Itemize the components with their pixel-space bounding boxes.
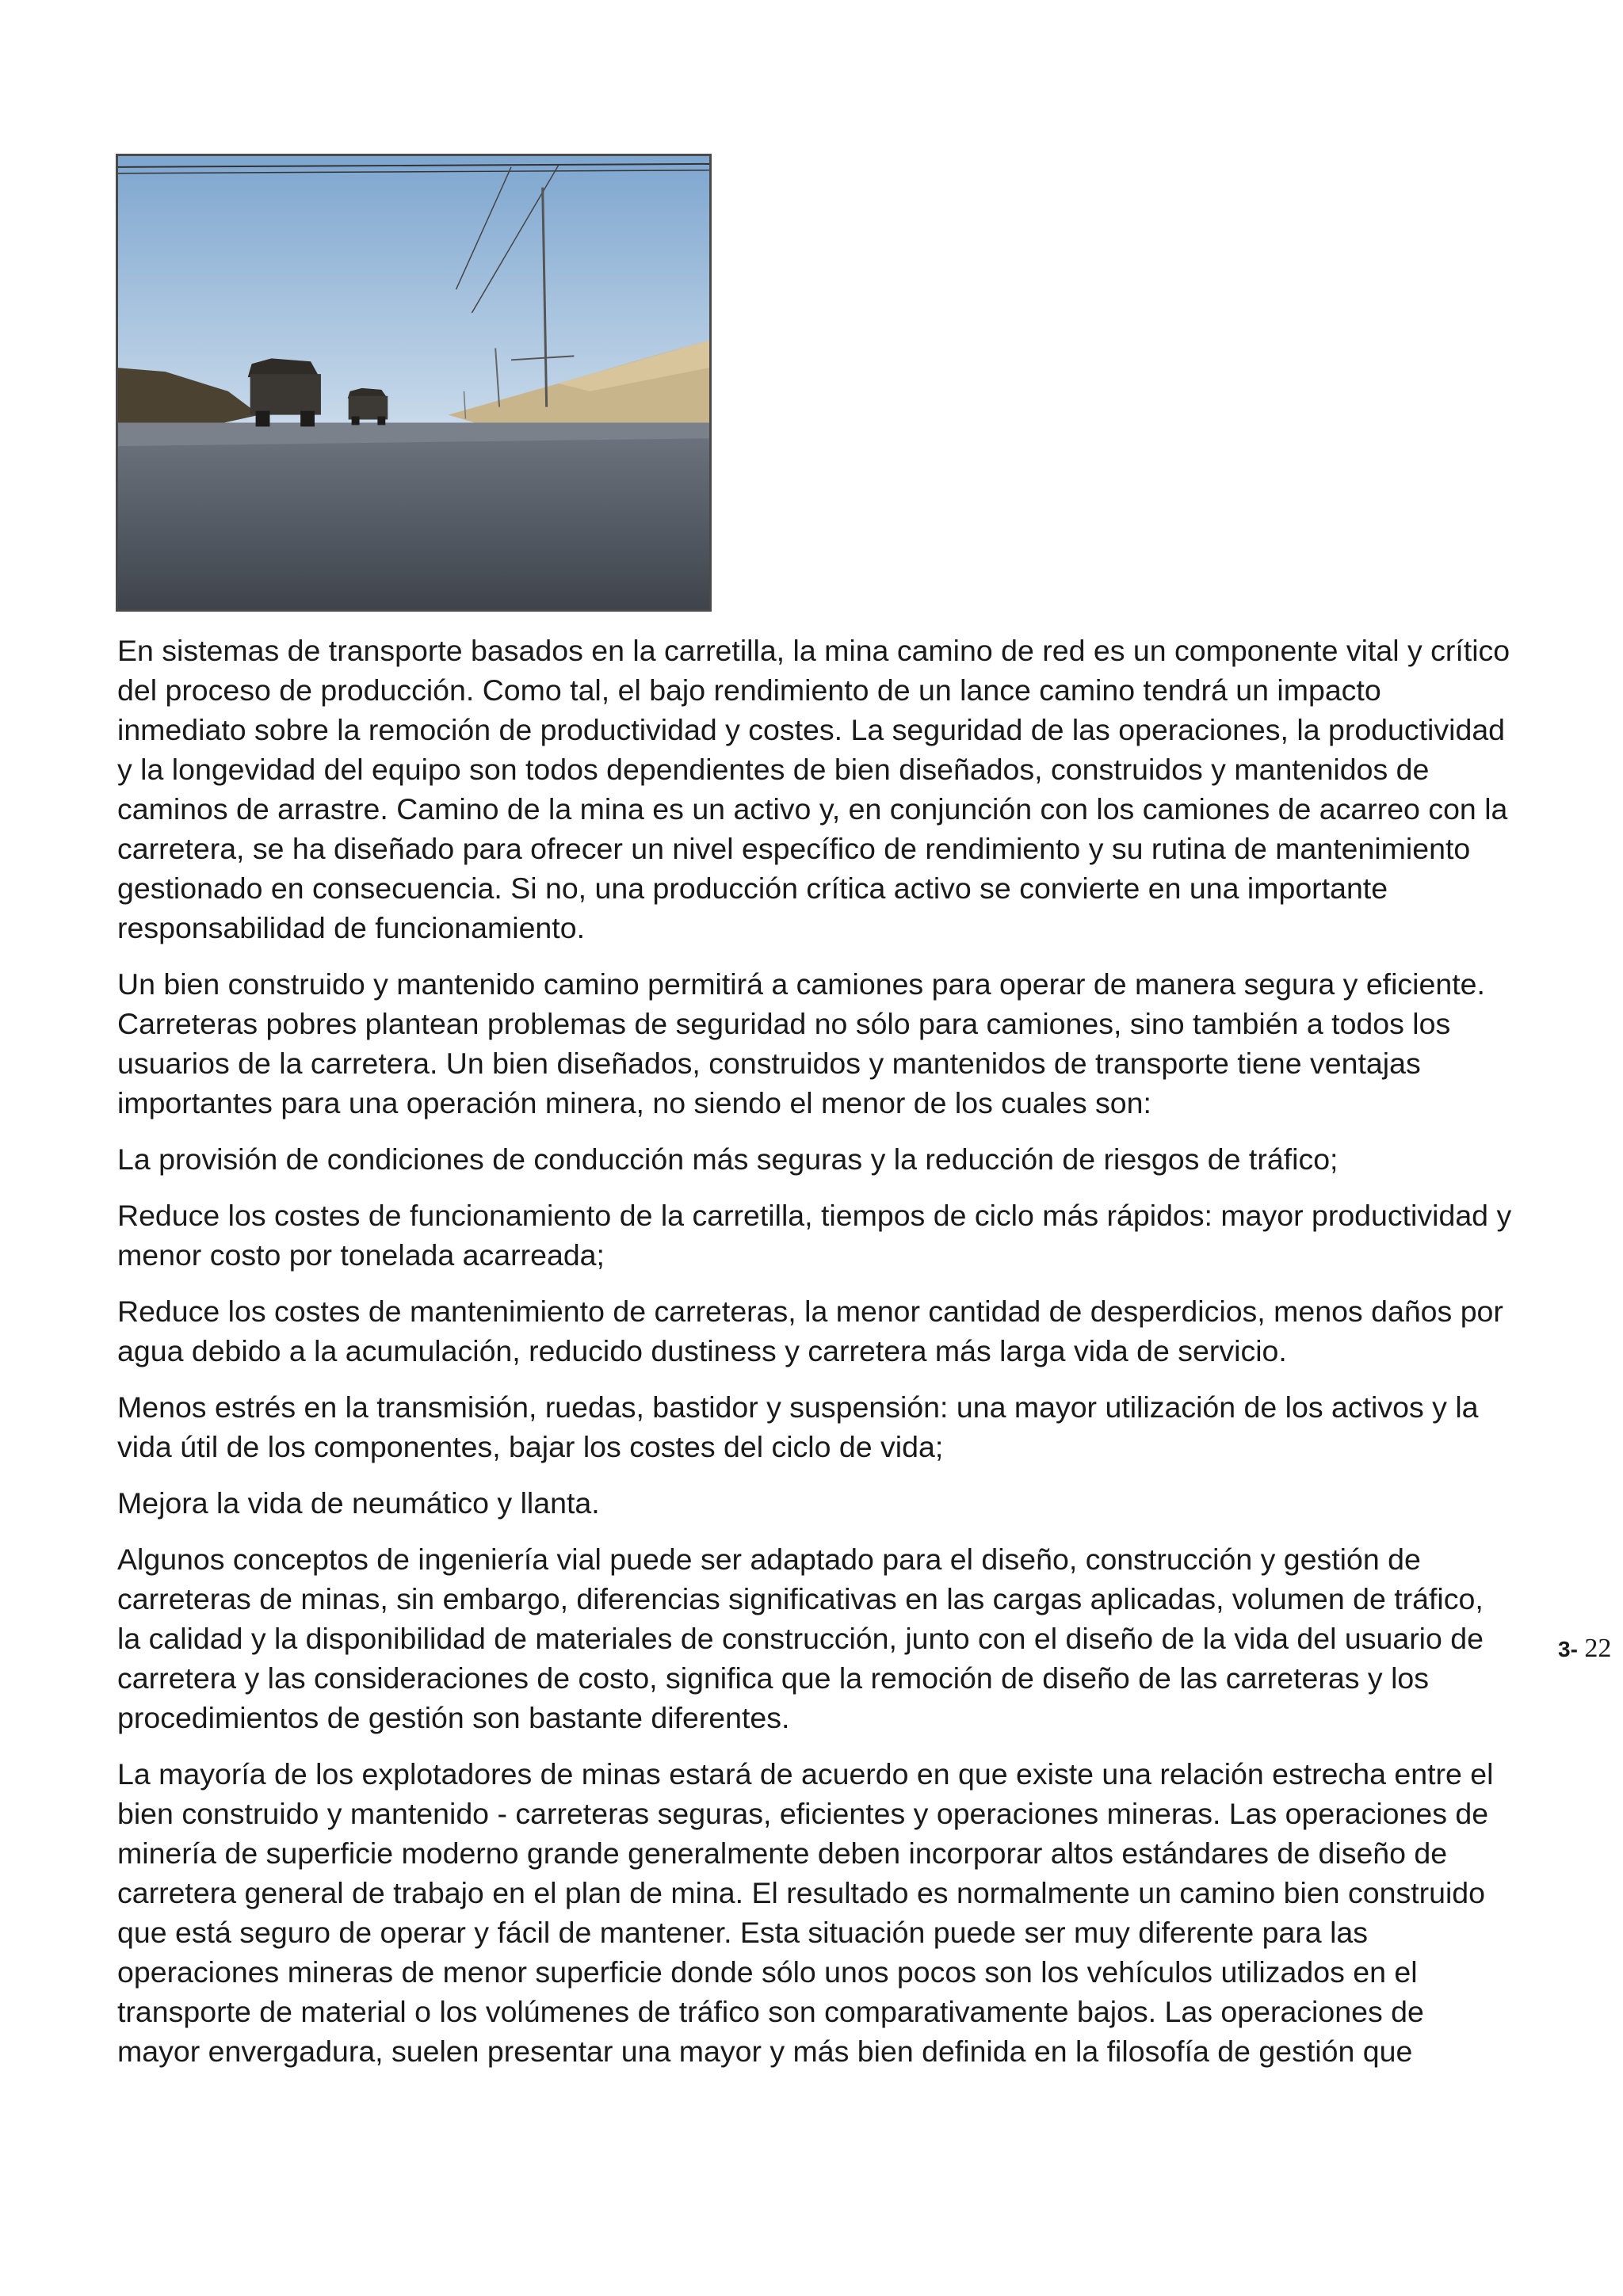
page-number-value: 22 <box>1584 1634 1612 1663</box>
paragraph: Algunos conceptos de ingeniería vial puede ser adaptado para el diseño, construcción y gestión de carreteras de minas, sin embargo, diferencias significativas en las cargas aplicadas, volumen de tráfico, la calidad y la disponibilidad de materiales de construcción, junto con el diseño de la vida del usuario de carretera y las consideraciones de costo, significa que la remoción de diseño de las carreteras y los procedimientos de gestión son bastante diferentes. <box>117 1543 1484 1734</box>
body-text <box>117 631 1512 2088</box>
list-item: Menos estrés en la transmisión, ruedas, bastidor y suspensión: una mayor utilización de los activos y la vida útil de los componentes, bajar los costes del ciclo de vida; <box>117 1390 1479 1463</box>
list-item: Mejora la vida de neumático y llanta. <box>117 1486 600 1520</box>
list-item: Reduce los costes de mantenimiento de carreteras, la menor cantidad de desperdicios, menos daños por agua debido a la acumulación, reducido dustiness y carretera más larga vida de servicio. <box>117 1295 1503 1367</box>
page-number <box>1558 1634 1611 1664</box>
paragraph: En sistemas de transporte basados en la carretilla, la mina camino de red es un componente vital y crítico del proceso de producción. Como tal, el bajo rendimiento de un lance camino tendrá un impacto inmediato sobre la remoción de productividad y costes. La seguridad de las operaciones, la productividad y la longevidad del equipo son todos dependientes de bien diseñados, construidos y mantenidos de caminos de arrastre. Camino de la mina es un activo y, en conjunción con los camiones de acarreo con la carretera, se ha diseñado para ofrecer un nivel específico de rendimiento y su rutina de mantenimiento gestionado en consecuencia. Si no, una producción crítica activo se convierte en una importante responsabilidad de funcionamiento. <box>117 634 1510 944</box>
haul-road-photo <box>116 154 712 612</box>
list-item: La provisión de condiciones de conducción más seguras y la reducción de riesgos de tráfico; <box>117 1142 1338 1176</box>
list-item: Reduce los costes de funcionamiento de la carretilla, tiempos de ciclo más rápidos: mayor productividad y menor costo por tonelada acarreada; <box>117 1199 1512 1272</box>
paragraph: La mayoría de los explotadores de minas estará de acuerdo en que existe una relación estrecha entre el bien construido y mantenido - carreteras seguras, eficientes y operaciones mineras. Las operaciones de minería de superficie moderno grande generalmente deben incorporar altos estándares de diseño de carretera general de trabajo en el plan de mina. El resultado es normalmente un camino bien construido que está seguro de operar y fácil de mantener. Esta situación puede ser muy diferente para las operaciones mineras de menor superficie donde sólo unos pocos son los vehículos utilizados en el transporte de material o los volúmenes de tráfico son comparativamente bajos. Las operaciones de mayor envergadura, suelen presentar una mayor y más bien definida en la filosofía de gestión que <box>117 1757 1494 2068</box>
paragraph: Un bien construido y mantenido camino permitirá a camiones para operar de manera segura y eficiente. Carreteras pobres plantean problemas de seguridad no sólo para camiones, sino también a todos los usuarios de la carretera. Un bien diseñados, construidos y mantenidos de transporte tiene ventajas importantes para una operación minera, no siendo el menor de los cuales son: <box>117 967 1485 1119</box>
chapter-number: 3- <box>1558 1637 1578 1661</box>
